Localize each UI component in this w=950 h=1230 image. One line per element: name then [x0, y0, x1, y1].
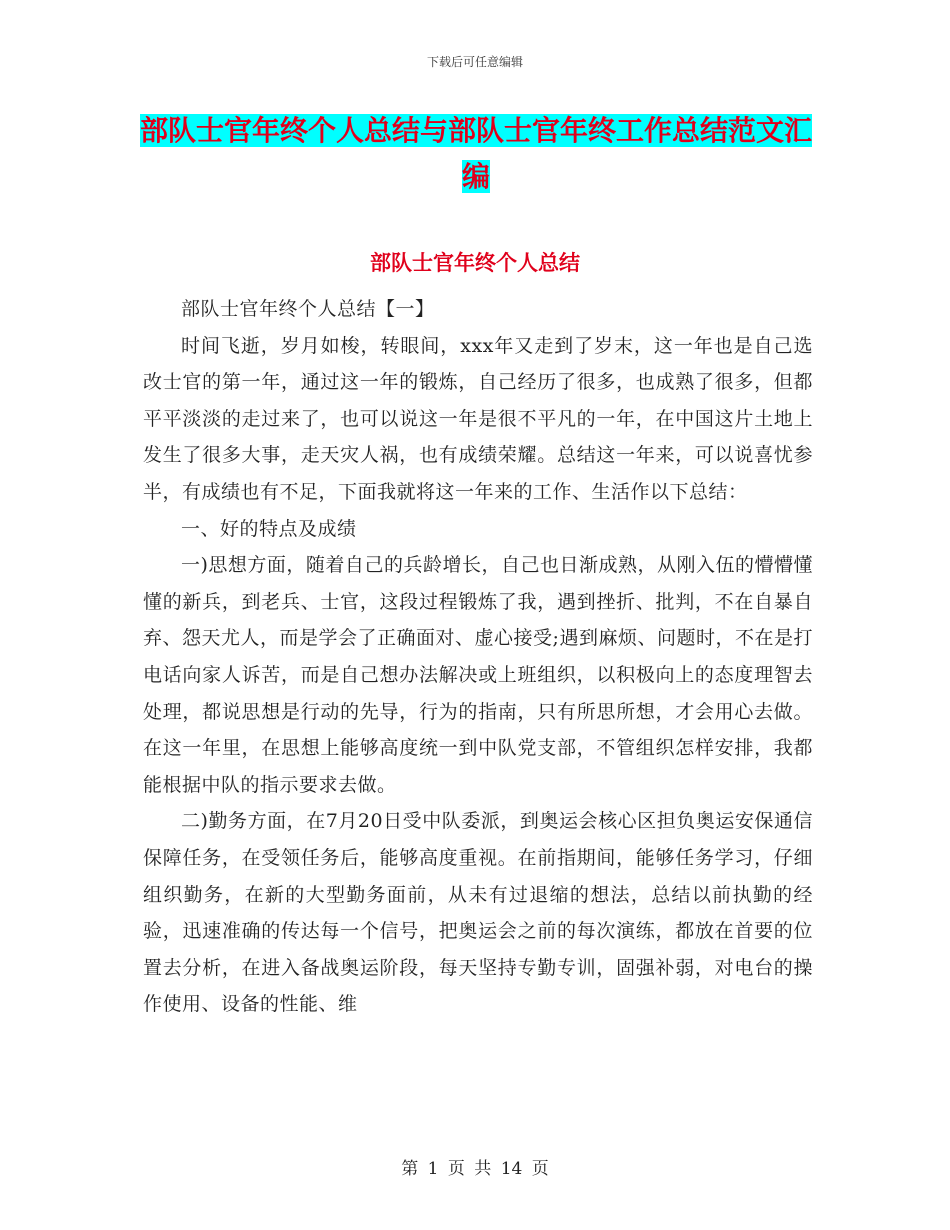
paragraph: 一)思想方面，随着自己的兵龄增长，自己也日渐成熟，从刚入伍的懵懵懂懂的新兵，到老兵、士官，这段过程锻炼了我，遇到挫折、批判，不在自暴自弃、怨天尤人，而是学会了正确面对、虚心接受;遇到麻烦、问题时，不在是打电话向家人诉苦，而是自己想办法解决或上班组织，以积极向上的态度理智去处理，都说思想是行动的先导，行为的指南，只有所思所想，才会用心去做。在这一年里，在思想上能够高度统一到中队党支部，不管组织怎样安排，我都能根据中队的指示要求去做。	[143, 554, 813, 796]
page-footer: 第 1 页 共 14 页	[401, 1159, 549, 1179]
paragraph: 部队士官年终个人总结【一】	[181, 298, 435, 320]
page-header: 下载后可任意编辑	[426, 55, 523, 69]
section-title: 部队士官年终个人总结	[370, 251, 580, 275]
paragraph: 时间飞逝，岁月如梭，转眼间，xxx年又走到了岁末，这一年也是自己选改士官的第一年，通过这一年的锻炼，自己经历了很多，也成熟了很多，但都平平淡淡的走过来了，也可以说这一年是很不平凡的一年，在中国这片土地上发生了很多大事，走天灾人祸，也有成绩荣耀。总结这一年来，可以说喜忧参半，有成绩也有不足，下面我就将这一年来的工作、生活作以下总结：	[143, 334, 813, 503]
paragraph: 二)勤务方面，在7月20日受中队委派，到奥运会核心区担负奥运安保通信保障任务，在受领任务后，能够高度重视。在前指期间，能够任务学习，仔细组织勤务，在新的大型勤务面前，从未有过退缩的想法，总结以前执勤的经验，迅速准确的传达每一个信号，把奥运会之前的每次演练，都放在首要的位置去分析，在进入备战奥运阶段，每天坚持专勤专训，固强补弱，对电台的操作使用、设备的性能、维	[143, 810, 813, 1016]
document-title-text: 部队士官年终个人总结与部队士官年终工作总结范文汇编	[140, 114, 813, 193]
document-title	[140, 108, 812, 200]
document-body	[143, 291, 813, 1023]
paragraph: 一、好的特点及成绩	[181, 517, 357, 540]
